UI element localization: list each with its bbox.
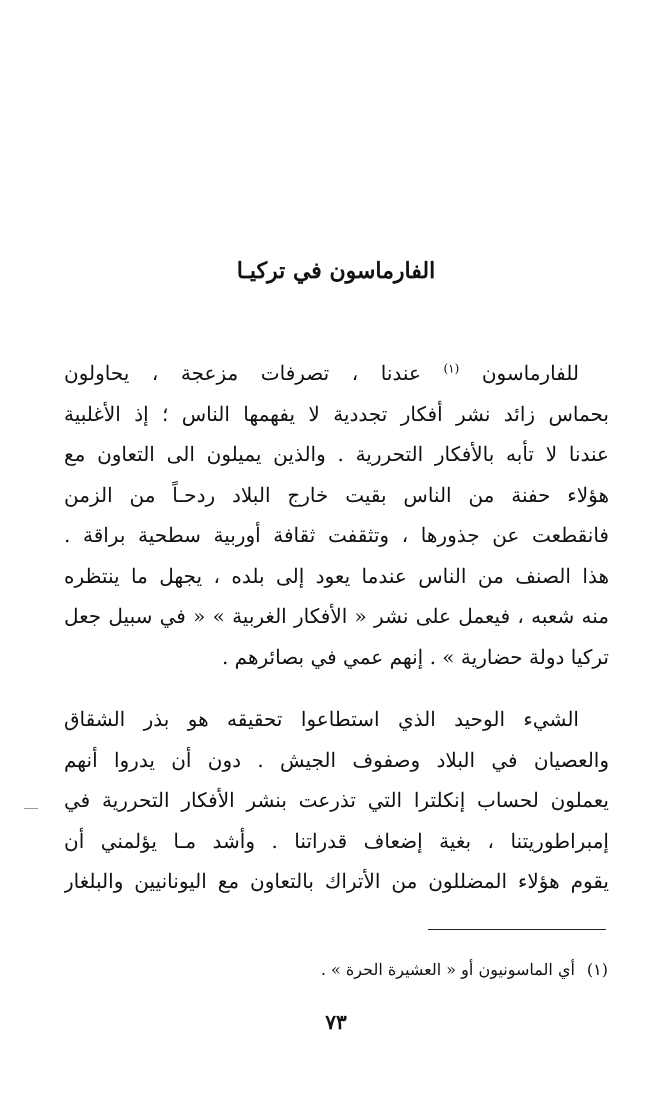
footnote-divider <box>428 929 606 930</box>
text-fragment: للفارماسون <box>481 361 580 385</box>
text-line: والعصيان في البلاد وصفوف الجيش . دون أن يدروا أنهم <box>64 747 609 772</box>
footnote <box>321 958 608 982</box>
text-line: عندنا لا تأبه بالأفكار التحررية . والذين يميلون الى التعاون مع <box>64 442 609 466</box>
text-line: بحماس زائد نشر أفكار تجددية لا يفهمها الناس ؛ إذ الأغلبية <box>64 401 609 426</box>
text-line: إمبراطوريتنا ، بغية إضعاف قدراتنا . وأشد مـا يؤلمني أن <box>64 828 609 853</box>
paragraph-2 <box>64 699 609 902</box>
text-line: فانقطعت عن جذورها ، وتثقفت ثقافة أوربية سطحية براقة . <box>64 523 609 547</box>
text-line: تركيا دولة حضارية » . إنهم عمي في بصائرهم . <box>221 644 609 669</box>
footnote-text: أي الماسونيون أو « العشيرة الحرة » . <box>320 960 575 979</box>
paragraph-1 <box>64 353 609 677</box>
margin-mark <box>24 808 38 809</box>
text-line: يقوم هؤلاء المضللون من الأتراك بالتعاون مع اليونانيين والبلغار <box>64 869 609 893</box>
footnote-number: (١) <box>586 960 608 979</box>
text-line: الشيء الوحيد الذي استطاعوا تحقيقه هو بذر الشقاق <box>64 707 579 731</box>
text-line: منه شعبه ، فيعمل على نشر « الأفكار الغربية » « في سبيل جعل <box>64 604 609 628</box>
text-fragment: عندنا ، تصرفات مزعجة ، يحاولون <box>64 361 421 385</box>
text-line: يعملون لحساب إنكلترا التي تذرعت بنشر الأفكار التحررية في <box>64 788 609 812</box>
text-line: هؤلاء حفنة من الناس بقيت خارج البلاد ردحـاً من الزمن <box>64 482 609 507</box>
page-number: ٧٣ <box>325 1010 347 1034</box>
footnote-reference[interactable]: (١) <box>443 361 460 376</box>
chapter-title: الفارماسون في تركيـا <box>236 258 436 284</box>
text-line: هذا الصنف من الناس عندما يعود إلى بلده ، يجهل ما ينتظره <box>64 563 609 588</box>
text-line <box>64 353 609 394</box>
